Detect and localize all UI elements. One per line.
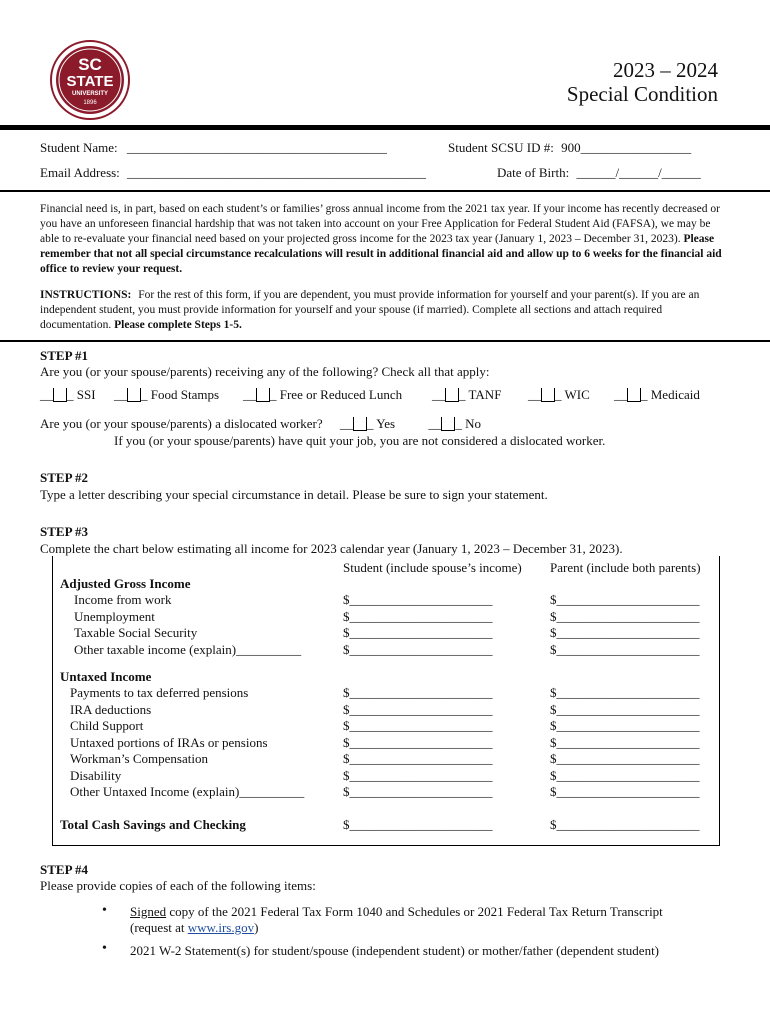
- option-tanf: __ _ TANF: [432, 387, 502, 402]
- untaxed-row-label: Payments to tax deferred pensions: [70, 685, 249, 700]
- info-rule: [0, 190, 770, 192]
- instructions-text: For the rest of this form, if you are dependent, you must provide information for yourself and your parent(s). If you are an independent student, you must provide information for yourself and your spouse (if married). Complete all sections and attach required documentation.: [40, 289, 700, 331]
- student-id-label: Student SCSU ID #:: [448, 140, 554, 155]
- option-food-stamps: __ _ Food Stamps: [114, 387, 220, 402]
- step4-text: Please provide copies of each of the following items:: [40, 878, 316, 893]
- untaxed-student-amount-field[interactable]: $______________________: [343, 718, 493, 733]
- email-row: [40, 165, 426, 181]
- total-parent-field[interactable]: $______________________: [550, 817, 700, 832]
- untaxed-parent-amount-field[interactable]: $______________________: [550, 767, 700, 783]
- dislocated-row: Are you (or your spouse/parents) a dislocated worker? __ _ Yes __ _ No: [40, 416, 481, 431]
- intro-bold-text: Please remember that not all special circumstance recalculations will result in additional financial aid and allow up to 6 weeks for the financial aid office to review your request.: [40, 233, 722, 275]
- intro-paragraph: [40, 202, 730, 277]
- agi-student-amount-field[interactable]: $______________________: [343, 592, 493, 607]
- free-lunch-label: Free or Reduced Lunch: [279, 387, 403, 402]
- untaxed-student-amount-field[interactable]: $______________________: [343, 685, 493, 700]
- wic-label: WIC: [564, 387, 590, 402]
- untaxed-row-label: Workman’s Compensation: [70, 751, 208, 766]
- option-ssi: __ _ SSI: [40, 387, 96, 402]
- dob-label: Date of Birth:: [497, 165, 570, 180]
- irs-link[interactable]: www.irs.gov: [187, 920, 255, 935]
- total-savings-label: Total Cash Savings and Checking: [60, 817, 246, 832]
- student-name-field[interactable]: ________________________________________: [126, 140, 387, 155]
- student-name-label: Student Name:: [40, 140, 118, 155]
- step4-heading: STEP #4: [40, 862, 89, 877]
- agi-row-label: Unemployment: [74, 608, 155, 624]
- agi-student-amount-field[interactable]: $______________________: [343, 641, 493, 657]
- form-title: Special Condition: [566, 82, 718, 106]
- untaxed-parent-amount-field[interactable]: $______________________: [550, 734, 700, 750]
- dob-field[interactable]: ______/______/______: [576, 165, 701, 180]
- option-wic: __ _ WIC: [528, 387, 590, 402]
- irs-suffix: ): [254, 920, 259, 935]
- untaxed-student-amount-field[interactable]: $______________________: [343, 751, 493, 766]
- step4-item1-text: copy of the 2021 Federal Tax Form 1040 and Schedules or 2021 Federal Tax Return Transcript: [169, 904, 663, 919]
- student-id-row: [448, 140, 691, 156]
- untaxed-row-label: Child Support: [70, 718, 144, 733]
- step4-item1-signed: Signed: [130, 904, 167, 919]
- instructions-paragraph: [40, 288, 730, 333]
- step2-text: Type a letter describing your special circumstance in detail. Please be sure to sign your statement.: [40, 487, 548, 502]
- form-year: 2023 – 2024: [613, 58, 718, 82]
- col-student-header: Student (include spouse’s income): [343, 560, 522, 575]
- untaxed-parent-amount-field[interactable]: $______________________: [550, 718, 700, 733]
- untaxed-parent-amount-field[interactable]: $______________________: [550, 784, 700, 799]
- logo-state: STATE: [66, 73, 114, 90]
- free-lunch-checkbox[interactable]: [256, 388, 270, 402]
- logo-university: UNIVERSITY: [71, 91, 109, 97]
- step4-item2: 2021 W-2 Statement(s) for student/spouse (independent student) or mother/father (dependent student): [130, 943, 660, 958]
- sc-state-university-logo: [50, 40, 130, 120]
- step3-text: Complete the chart below estimating all income for 2023 calendar year (January 1, 2023 – December 31, 2023).: [40, 541, 623, 556]
- agi-student-amount-field[interactable]: $______________________: [343, 625, 493, 640]
- logo-year: 1896: [83, 100, 97, 106]
- step3-heading: STEP #3: [40, 524, 89, 539]
- instructions-label: INSTRUCTIONS:: [40, 289, 132, 301]
- step1-question: Are you (or your spouse/parents) receiving any of the following? Check all that apply:: [40, 364, 490, 379]
- dislocated-question: Are you (or your spouse/parents) a dislocated worker?: [40, 416, 323, 431]
- dislocated-yes-label: Yes: [376, 416, 396, 431]
- medicaid-label: Medicaid: [650, 387, 700, 402]
- option-free-lunch: __ _ Free or Reduced Lunch: [243, 387, 403, 402]
- untaxed-student-amount-field[interactable]: $______________________: [343, 734, 493, 750]
- agi-parent-amount-field[interactable]: $______________________: [550, 641, 700, 657]
- step4-item1-line2: [130, 920, 258, 936]
- instructions-bold: Please complete Steps 1-5.: [114, 319, 242, 331]
- dob-row: [497, 165, 701, 181]
- bullet-icon: •: [102, 903, 107, 918]
- agi-row-label: Income from work: [74, 592, 172, 607]
- ssi-label: SSI: [76, 387, 96, 402]
- untaxed-row-label: Disability: [70, 767, 122, 783]
- medicaid-checkbox[interactable]: [627, 388, 641, 402]
- step1-heading: STEP #1: [40, 348, 89, 363]
- total-student-field[interactable]: $______________________: [343, 817, 493, 832]
- agi-student-amount-field[interactable]: $______________________: [343, 608, 493, 624]
- untaxed-row-label: Other Untaxed Income (explain)__________: [70, 784, 305, 799]
- agi-heading: Adjusted Gross Income: [60, 576, 191, 591]
- irs-prefix: (request at: [130, 920, 188, 935]
- untaxed-parent-amount-field[interactable]: $______________________: [550, 751, 700, 766]
- food-stamps-label: Food Stamps: [150, 387, 220, 402]
- tanf-label: TANF: [468, 387, 502, 402]
- step4-item1: [130, 904, 663, 920]
- untaxed-parent-amount-field[interactable]: $______________________: [550, 685, 700, 700]
- header-rule: [0, 125, 770, 130]
- bullet-icon: •: [102, 941, 107, 956]
- food-stamps-checkbox[interactable]: [127, 388, 141, 402]
- dislocated-no-checkbox[interactable]: [441, 417, 455, 431]
- email-field[interactable]: ______________________________________________: [127, 165, 427, 180]
- instructions-rule: [0, 340, 770, 342]
- dislocated-yes-checkbox[interactable]: [353, 417, 367, 431]
- dislocated-note: If you (or your spouse/parents) have quit your job, you are not considered a dislocated worker.: [114, 433, 606, 448]
- col-parent-header: Parent (include both parents): [550, 560, 701, 575]
- student-name-row: [40, 140, 387, 156]
- intro-text: Financial need is, in part, based on each student’s or families’ gross annual income from the 2021 tax year. If your income has recently decreased or you have an unforeseen financial hardship that was not taken into account on your Free Application for Federal Student Aid (FAFSA), we may be able to re-evaluate your financial need based on your projected gross income for the 2023 tax year (January 1, 2023 – December 31, 2023).: [40, 203, 720, 245]
- agi-parent-amount-field[interactable]: $______________________: [550, 608, 700, 624]
- untaxed-student-amount-field[interactable]: $______________________: [343, 701, 493, 717]
- agi-parent-amount-field[interactable]: $______________________: [550, 592, 700, 607]
- email-label: Email Address:: [40, 165, 120, 180]
- untaxed-student-amount-field[interactable]: $______________________: [343, 767, 493, 783]
- tanf-checkbox[interactable]: [445, 388, 459, 402]
- logo-sc: SC: [78, 55, 102, 74]
- step2-heading: STEP #2: [40, 470, 89, 485]
- agi-row-label: Taxable Social Security: [74, 625, 198, 640]
- wic-checkbox[interactable]: [541, 388, 555, 402]
- student-id-prefix: 900: [561, 140, 581, 155]
- untaxed-row-label: IRA deductions: [70, 701, 152, 717]
- dislocated-no-label: No: [465, 416, 481, 431]
- untaxed-parent-amount-field[interactable]: $______________________: [550, 701, 700, 717]
- untaxed-row-label: Untaxed portions of IRAs or pensions: [70, 734, 268, 750]
- agi-row-label: Other taxable income (explain)__________: [74, 641, 302, 657]
- ssi-checkbox[interactable]: [53, 388, 67, 402]
- option-medicaid: __ _ Medicaid: [614, 387, 700, 402]
- agi-parent-amount-field[interactable]: $______________________: [550, 625, 700, 640]
- untaxed-student-amount-field[interactable]: $______________________: [343, 784, 493, 799]
- student-id-field[interactable]: _________________: [580, 140, 692, 155]
- untaxed-heading: Untaxed Income: [60, 669, 152, 684]
